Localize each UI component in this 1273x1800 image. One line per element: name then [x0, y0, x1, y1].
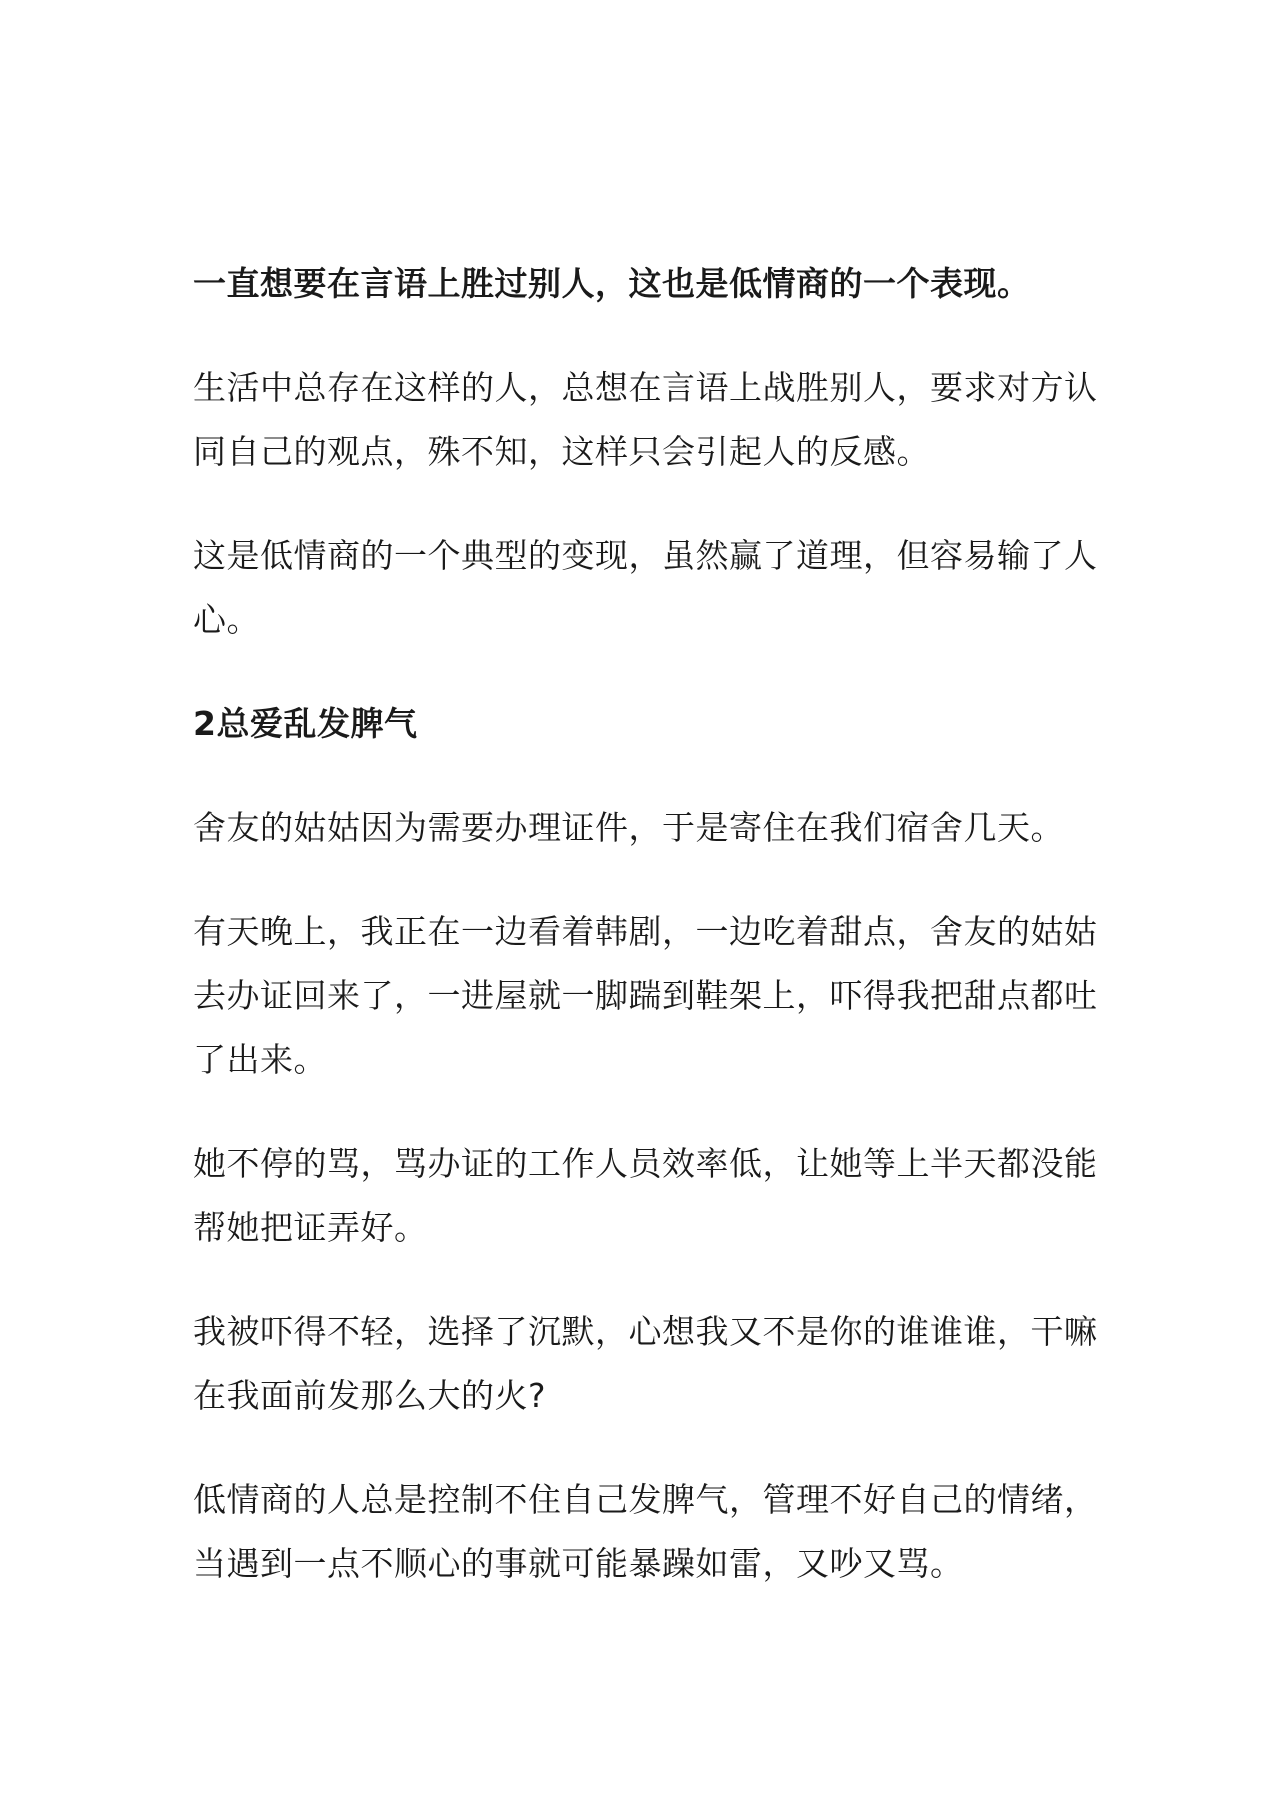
article-body	[193, 252, 1098, 1596]
paragraph-3: 舍友的姑姑因为需要办理证件，于是寄住在我们宿舍几天。	[193, 808, 1064, 847]
section-heading-2: 2总爱乱发脾气	[193, 704, 418, 743]
paragraph-1: 生活中总存在这样的人，总想在言语上战胜别人，要求对方认同自己的观点，殊不知，这样只会引起人的反感。	[193, 368, 1098, 471]
paragraph-7: 低情商的人总是控制不住自己发脾气，管理不好自己的情绪，当遇到一点不顺心的事就可能暴躁如雷，又吵又骂。	[193, 1480, 1098, 1583]
section-heading-1: 一直想要在言语上胜过别人，这也是低情商的一个表现。	[193, 264, 1031, 303]
paragraph-2: 这是低情商的一个典型的变现，虽然赢了道理，但容易输了人心。	[193, 536, 1098, 639]
paragraph-4: 有天晚上，我正在一边看着韩剧，一边吃着甜点，舍友的姑姑去办证回来了，一进屋就一脚踹到鞋架上，吓得我把甜点都吐了出来。	[193, 912, 1098, 1079]
paragraph-6: 我被吓得不轻，选择了沉默，心想我又不是你的谁谁谁，干嘛在我面前发那么大的火?	[193, 1312, 1098, 1415]
paragraph-5: 她不停的骂，骂办证的工作人员效率低，让她等上半天都没能帮她把证弄好。	[193, 1144, 1098, 1247]
